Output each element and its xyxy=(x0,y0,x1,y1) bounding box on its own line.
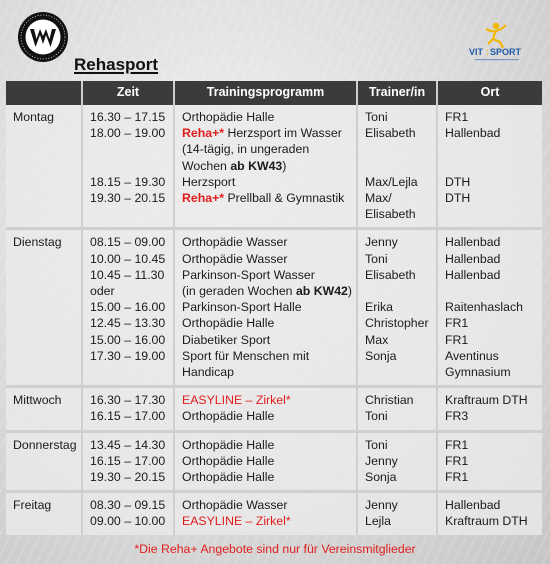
program-line xyxy=(182,364,356,380)
program-cell xyxy=(174,229,357,387)
location-cell-line: Aventinus xyxy=(445,348,499,363)
program-text: Orthopädie Halle xyxy=(182,470,275,485)
location-cell xyxy=(437,387,542,431)
location-cell-line: FR1 xyxy=(445,453,469,468)
trainer-cell-line: Max xyxy=(365,332,389,347)
time-cell-line: 15.00 – 16.00 xyxy=(90,300,166,315)
program-line xyxy=(182,234,356,250)
trainer-cell-line: Erika xyxy=(365,300,394,315)
day-cell: Dienstag xyxy=(13,235,62,250)
program-text: Diabetiker Sport xyxy=(182,332,271,347)
location-cell-line xyxy=(445,141,542,157)
time-cell-line: 19.30 – 20.15 xyxy=(90,191,166,206)
day-cell: Montag xyxy=(13,110,55,124)
location-cell xyxy=(437,229,542,387)
trainer-cell xyxy=(357,229,437,387)
trainer-cell-line: Elisabeth xyxy=(365,207,416,222)
program-line xyxy=(182,125,356,141)
location-cell-line: Kraftraum DTH xyxy=(445,393,528,408)
time-cell-line: 08.15 – 09.00 xyxy=(90,235,166,250)
trainer-cell-line: Christopher xyxy=(365,316,429,331)
trainer-cell xyxy=(357,104,437,229)
day-cell: Freitag xyxy=(13,498,52,513)
highlight-text: Reha+* xyxy=(182,126,225,141)
day-cell: Mittwoch xyxy=(13,393,62,408)
time-cell-line: 15.00 – 16.00 xyxy=(90,332,166,347)
time-cell-line: 09.00 – 10.00 xyxy=(90,514,166,529)
program-text: Orthopädie Halle xyxy=(182,409,275,424)
time-cell xyxy=(82,492,174,535)
trainer-cell-line: Jenny xyxy=(365,235,398,250)
program-line xyxy=(182,348,356,364)
program-cell xyxy=(174,492,357,535)
time-cell-line: 10.00 – 10.45 xyxy=(90,251,166,266)
time-cell-line: 16.15 – 17.00 xyxy=(90,453,166,468)
program-text: ab KW43 xyxy=(230,158,283,173)
header-program: Trainingsprogramm xyxy=(174,81,357,104)
program-line xyxy=(182,408,356,424)
program-text: Orthopädie Halle xyxy=(182,437,275,452)
time-cell xyxy=(82,431,174,492)
location-cell-line: DTH xyxy=(445,174,471,189)
location-cell-line: Hallenbad xyxy=(445,126,501,141)
program-line xyxy=(182,251,356,267)
trainer-cell-line: Toni xyxy=(365,437,388,452)
program-line xyxy=(182,267,356,283)
location-cell-line: Hallenbad xyxy=(445,235,501,250)
location-cell xyxy=(437,431,542,492)
location-cell-line: Raitenhaslach xyxy=(445,300,523,315)
trainer-cell-line: Max/ xyxy=(365,191,392,206)
trainer-cell-line: Jenny xyxy=(365,453,398,468)
trainer-cell-line: Sonja xyxy=(365,348,397,363)
schedule-table xyxy=(6,81,542,535)
location-cell-line: Gymnasium xyxy=(445,365,511,380)
program-line xyxy=(182,437,356,453)
svg-text:SPORT: SPORT xyxy=(490,47,522,57)
location-cell-line: FR1 xyxy=(445,470,469,485)
program-line xyxy=(182,513,356,529)
program-line xyxy=(182,299,356,315)
time-cell-line: oder xyxy=(90,284,115,299)
location-cell-line: Hallenbad xyxy=(445,498,501,513)
program-line xyxy=(182,469,356,485)
trainer-cell-line xyxy=(365,283,436,299)
time-cell-line: 17.30 – 19.00 xyxy=(90,348,166,363)
time-cell-line: 18.00 – 19.00 xyxy=(90,126,166,141)
time-cell xyxy=(82,229,174,387)
location-cell-line: FR1 xyxy=(445,316,469,331)
program-text: Parkinson-Sport Halle xyxy=(182,300,302,315)
location-cell-line: FR1 xyxy=(445,332,469,347)
header-trainer: Trainer/in xyxy=(357,81,437,104)
time-cell-line: 16.30 – 17.15 xyxy=(90,110,166,124)
trainer-cell xyxy=(357,492,437,535)
time-cell-line: 10.45 – 11.30 xyxy=(90,267,165,282)
program-line xyxy=(182,283,356,299)
program-text: ab KW42 xyxy=(295,284,348,299)
highlight-text: EASYLINE – Zirkel* xyxy=(182,514,291,529)
time-cell-line: 08.30 – 09.15 xyxy=(90,498,166,513)
table-row xyxy=(6,387,542,431)
trainer-cell-line: Elisabeth xyxy=(365,126,416,141)
program-text: Orthopädie Wasser xyxy=(182,235,288,250)
location-cell-line: DTH xyxy=(445,191,471,206)
program-text: Orthopädie Halle xyxy=(182,453,275,468)
table-header-row xyxy=(6,81,542,104)
program-text: Prellball & Gymnastik xyxy=(224,191,345,206)
time-cell-line xyxy=(90,141,173,157)
program-text: Sport für Menschen mit xyxy=(182,348,310,363)
program-cell xyxy=(174,431,357,492)
time-cell xyxy=(82,104,174,229)
trainer-cell xyxy=(357,387,437,431)
location-cell-line: Kraftraum DTH xyxy=(445,514,528,529)
trainer-cell-line: Sonja xyxy=(365,470,397,485)
trainer-cell-line: Jenny xyxy=(365,498,398,513)
program-line xyxy=(182,497,356,513)
program-line xyxy=(182,109,356,125)
header-location: Ort xyxy=(437,81,542,104)
highlight-text: EASYLINE – Zirkel* xyxy=(182,393,291,408)
program-text: Orthopädie Wasser xyxy=(182,251,288,266)
trainer-cell-line: Lejla xyxy=(365,514,391,529)
location-cell-line: Hallenbad xyxy=(445,267,501,282)
program-text: ) xyxy=(282,158,287,173)
program-text: Orthopädie Halle xyxy=(182,316,275,331)
svg-text::: : xyxy=(486,47,489,57)
trainer-cell-line: Toni xyxy=(365,409,388,424)
svg-text:VIT: VIT xyxy=(469,47,484,57)
time-cell-line: 16.30 – 17.30 xyxy=(90,393,166,408)
time-cell-line: 12.45 – 13.30 xyxy=(90,316,166,331)
trainer-cell-line: Max/Lejla xyxy=(365,174,418,189)
footnote: *Die Reha+ Angebote sind nur für Vereinsmitglieder xyxy=(134,542,416,556)
location-cell-line: FR3 xyxy=(445,409,469,424)
program-text: Herzsport xyxy=(182,174,236,189)
program-text: Orthopädie Halle xyxy=(182,110,275,124)
trainer-cell-line: Christian xyxy=(365,393,414,408)
program-line xyxy=(182,332,356,348)
highlight-text: Reha+* xyxy=(182,191,225,206)
time-cell-line: 19.30 – 20.15 xyxy=(90,470,166,485)
trainer-cell-line: Toni xyxy=(365,110,388,124)
time-cell-line xyxy=(90,158,173,174)
location-cell-line: FR1 xyxy=(445,110,469,124)
program-cell xyxy=(174,387,357,431)
program-line xyxy=(182,315,356,331)
table-row xyxy=(6,431,542,492)
trainer-cell-line: Elisabeth xyxy=(365,267,416,282)
club-logo xyxy=(17,11,69,63)
location-cell-line: Hallenbad xyxy=(445,251,501,266)
program-line xyxy=(182,392,356,408)
program-text: ) xyxy=(347,284,352,299)
program-text: Wochen xyxy=(182,158,231,173)
location-cell-line: FR1 xyxy=(445,437,469,452)
location-cell xyxy=(437,492,542,535)
vitsport-logo xyxy=(466,17,526,65)
time-cell-line: 18.15 – 19.30 xyxy=(90,174,166,189)
program-text: Handicap xyxy=(182,365,234,380)
program-line xyxy=(182,158,356,174)
table-row xyxy=(6,229,542,387)
location-cell xyxy=(437,104,542,229)
page-title: Rehasport xyxy=(74,55,159,74)
trainer-cell xyxy=(357,431,437,492)
program-line xyxy=(182,141,356,157)
header-day xyxy=(6,81,82,104)
program-cell xyxy=(174,104,357,229)
trainer-cell-line xyxy=(365,141,436,157)
schedule-body xyxy=(6,104,542,535)
trainer-cell-line: Toni xyxy=(365,251,388,266)
location-cell-line xyxy=(445,283,542,299)
program-text: Orthopädie Wasser xyxy=(182,498,288,513)
header-time: Zeit xyxy=(82,81,174,104)
program-text: (in geraden Wochen xyxy=(182,284,296,299)
program-text: Parkinson-Sport Wasser xyxy=(182,267,315,282)
program-text: Herzsport im Wasser xyxy=(224,126,342,141)
time-cell-line: 16.15 – 17.00 xyxy=(90,409,166,424)
program-line xyxy=(182,174,356,190)
table-row xyxy=(6,492,542,535)
program-text: (14-tägig, in ungeraden xyxy=(182,142,310,157)
location-cell-line xyxy=(445,158,542,174)
program-line xyxy=(182,190,356,206)
trainer-cell-line xyxy=(365,158,436,174)
time-cell xyxy=(82,387,174,431)
day-cell: Donnerstag xyxy=(13,437,77,452)
program-line xyxy=(182,453,356,469)
time-cell-line: 13.45 – 14.30 xyxy=(90,437,166,452)
table-row xyxy=(6,104,542,229)
